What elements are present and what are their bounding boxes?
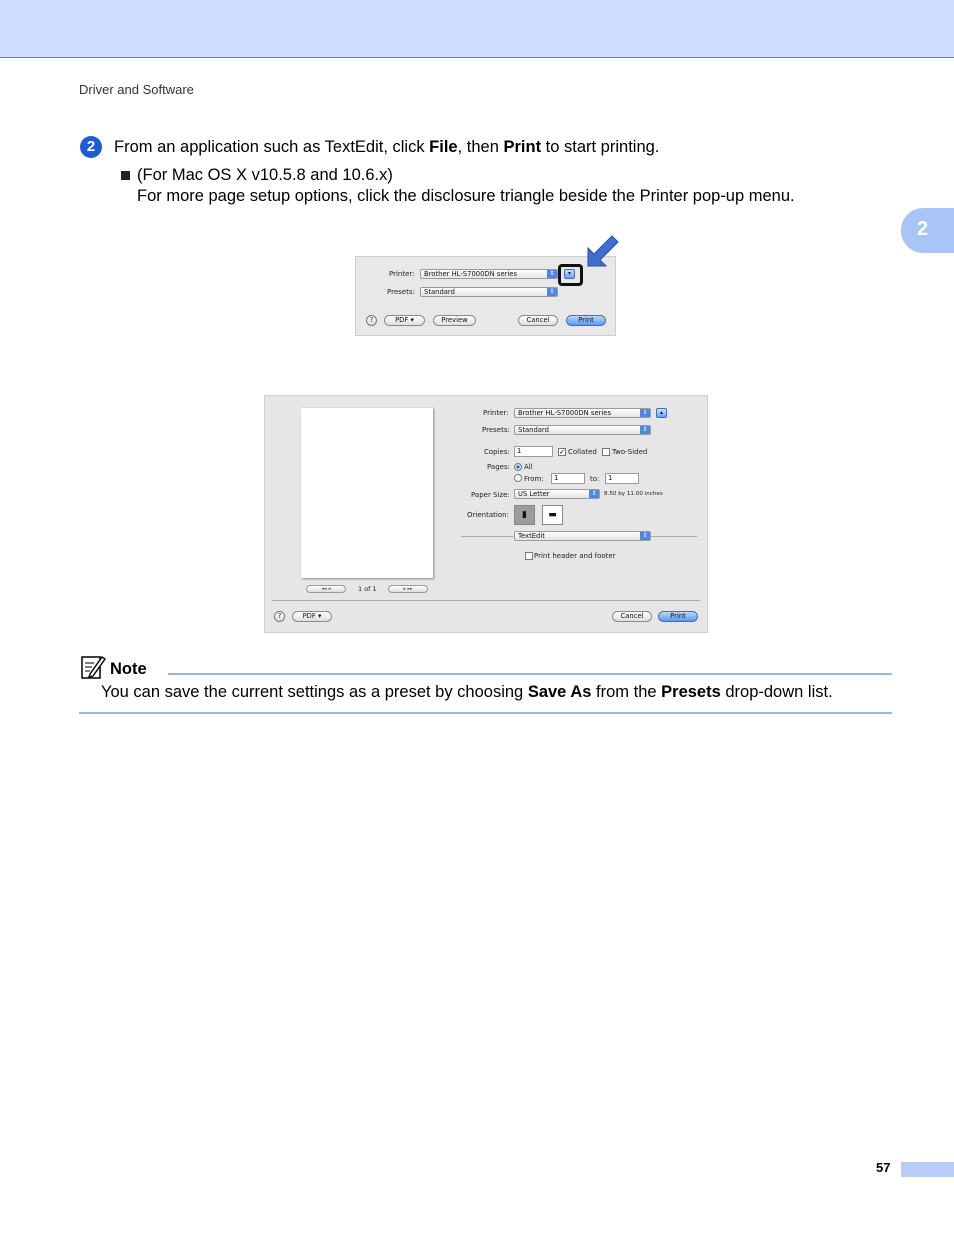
presets-popup-value: Standard bbox=[424, 288, 455, 296]
step-instruction bbox=[114, 138, 659, 157]
pages-to-label: to: bbox=[590, 475, 600, 483]
chapter-number: 2 bbox=[917, 218, 929, 240]
print-button[interactable]: Print bbox=[658, 611, 698, 622]
presets-popup-value: Standard bbox=[518, 426, 549, 434]
note-text-2: from the bbox=[591, 683, 662, 701]
sub-item-os-version: (For Mac OS X v10.5.8 and 10.6.x) bbox=[137, 166, 393, 184]
pages-from-label: From: bbox=[524, 475, 544, 483]
popup-arrows-icon: ⇕ bbox=[640, 409, 650, 417]
printer-popup-value: Brother HL-S7000DN series bbox=[518, 409, 612, 417]
cancel-button[interactable]: Cancel bbox=[612, 611, 652, 622]
pages-label: Pages: bbox=[487, 463, 510, 471]
header-band bbox=[0, 0, 954, 58]
popup-arrows-icon: ⇕ bbox=[547, 270, 557, 278]
two-sided-label: Two-Sided bbox=[612, 448, 648, 456]
note-title: Note bbox=[110, 660, 147, 678]
step-bold-print: Print bbox=[503, 138, 542, 156]
header-footer-checkbox[interactable] bbox=[525, 552, 533, 560]
help-button[interactable]: ? bbox=[366, 315, 377, 326]
popup-arrows-icon: ⇕ bbox=[640, 426, 650, 434]
first-prev-page-buttons[interactable]: ◂◂ ◂ bbox=[306, 585, 346, 593]
sub-item-description: For more page setup options, click the disclosure triangle beside the Printer pop-up menu. bbox=[137, 187, 795, 205]
paper-size-popup[interactable] bbox=[514, 489, 600, 499]
step-text-2: , then bbox=[457, 138, 504, 156]
section-popup-value: TextEdit bbox=[518, 532, 545, 540]
page-number: 57 bbox=[876, 1160, 891, 1175]
note-rule-bottom bbox=[79, 712, 892, 714]
pages-all-label: All bbox=[524, 463, 533, 471]
disclosure-highlight-ring bbox=[558, 264, 583, 286]
printer-popup[interactable] bbox=[420, 269, 558, 279]
preview-button[interactable]: Preview bbox=[433, 315, 476, 326]
disclosure-triangle-button[interactable]: ▾ bbox=[564, 269, 575, 279]
pages-range-radio[interactable] bbox=[514, 474, 522, 482]
note-bold-save-as: Save As bbox=[527, 683, 592, 701]
print-button[interactable]: Print bbox=[566, 315, 606, 326]
header-footer-label: Print header and footer bbox=[534, 552, 616, 560]
collated-label: Collated bbox=[568, 448, 597, 456]
pages-from-input[interactable]: 1 bbox=[551, 473, 585, 484]
square-bullet-icon bbox=[121, 171, 130, 180]
page-preview bbox=[301, 408, 433, 578]
two-sided-checkbox[interactable] bbox=[602, 448, 610, 456]
printer-label: Printer: bbox=[389, 270, 415, 278]
copies-label: Copies: bbox=[484, 448, 510, 456]
cancel-button[interactable]: Cancel bbox=[518, 315, 558, 326]
pages-all-radio[interactable] bbox=[514, 463, 522, 471]
pointer-arrow-icon bbox=[582, 232, 622, 272]
section-divider-right bbox=[651, 536, 697, 537]
pdf-button[interactable]: PDF ▾ bbox=[292, 611, 332, 622]
pages-to-input[interactable]: 1 bbox=[605, 473, 639, 484]
page-counter: 1 of 1 bbox=[358, 585, 377, 593]
popup-arrows-icon: ⇕ bbox=[640, 532, 650, 540]
portrait-orientation-icon[interactable]: ▮ bbox=[514, 505, 535, 525]
copies-input[interactable]: 1 bbox=[514, 446, 553, 457]
note-text bbox=[101, 683, 833, 702]
presets-popup[interactable] bbox=[514, 425, 651, 435]
running-head: Driver and Software bbox=[79, 82, 194, 97]
footer-tab bbox=[901, 1162, 954, 1177]
orientation-label: Orientation: bbox=[467, 511, 509, 519]
step-bold-file: File bbox=[429, 138, 458, 156]
chapter-tab bbox=[901, 208, 954, 253]
step-number-badge: 2 bbox=[80, 136, 102, 158]
paper-size-label: Paper Size: bbox=[471, 491, 510, 499]
printer-label: Printer: bbox=[483, 409, 509, 417]
note-bold-presets: Presets bbox=[661, 683, 721, 701]
help-button[interactable]: ? bbox=[274, 611, 285, 622]
popup-arrows-icon: ⇕ bbox=[589, 490, 599, 498]
disclosure-triangle-button[interactable]: ▴ bbox=[656, 408, 667, 418]
presets-label: Presets: bbox=[482, 426, 510, 434]
note-text-3: drop-down list. bbox=[720, 683, 833, 701]
paper-dimensions: 8.50 by 11.00 inches bbox=[604, 491, 663, 497]
paper-size-value: US Letter bbox=[518, 490, 550, 498]
printer-popup[interactable] bbox=[514, 408, 651, 418]
popup-arrows-icon: ⇕ bbox=[547, 288, 557, 296]
step-text-3: to start printing. bbox=[541, 138, 660, 156]
presets-label: Presets: bbox=[387, 288, 415, 296]
note-pencil-icon bbox=[80, 654, 106, 680]
section-divider-left bbox=[461, 536, 513, 537]
pdf-button[interactable]: PDF ▾ bbox=[384, 315, 425, 326]
button-bar-divider bbox=[272, 600, 700, 601]
presets-popup[interactable] bbox=[420, 287, 558, 297]
next-last-page-buttons[interactable]: ▸ ▸▸ bbox=[388, 585, 428, 593]
note-rule-top bbox=[168, 673, 892, 675]
step-text-1: From an application such as TextEdit, click bbox=[114, 138, 430, 156]
section-popup[interactable] bbox=[514, 531, 651, 541]
collated-checkbox[interactable]: ✓ bbox=[559, 448, 565, 456]
note-text-1: You can save the current settings as a preset by choosing bbox=[101, 683, 528, 701]
landscape-orientation-icon[interactable]: ▬ bbox=[542, 505, 563, 525]
printer-popup-value: Brother HL-S7000DN series bbox=[424, 270, 518, 278]
